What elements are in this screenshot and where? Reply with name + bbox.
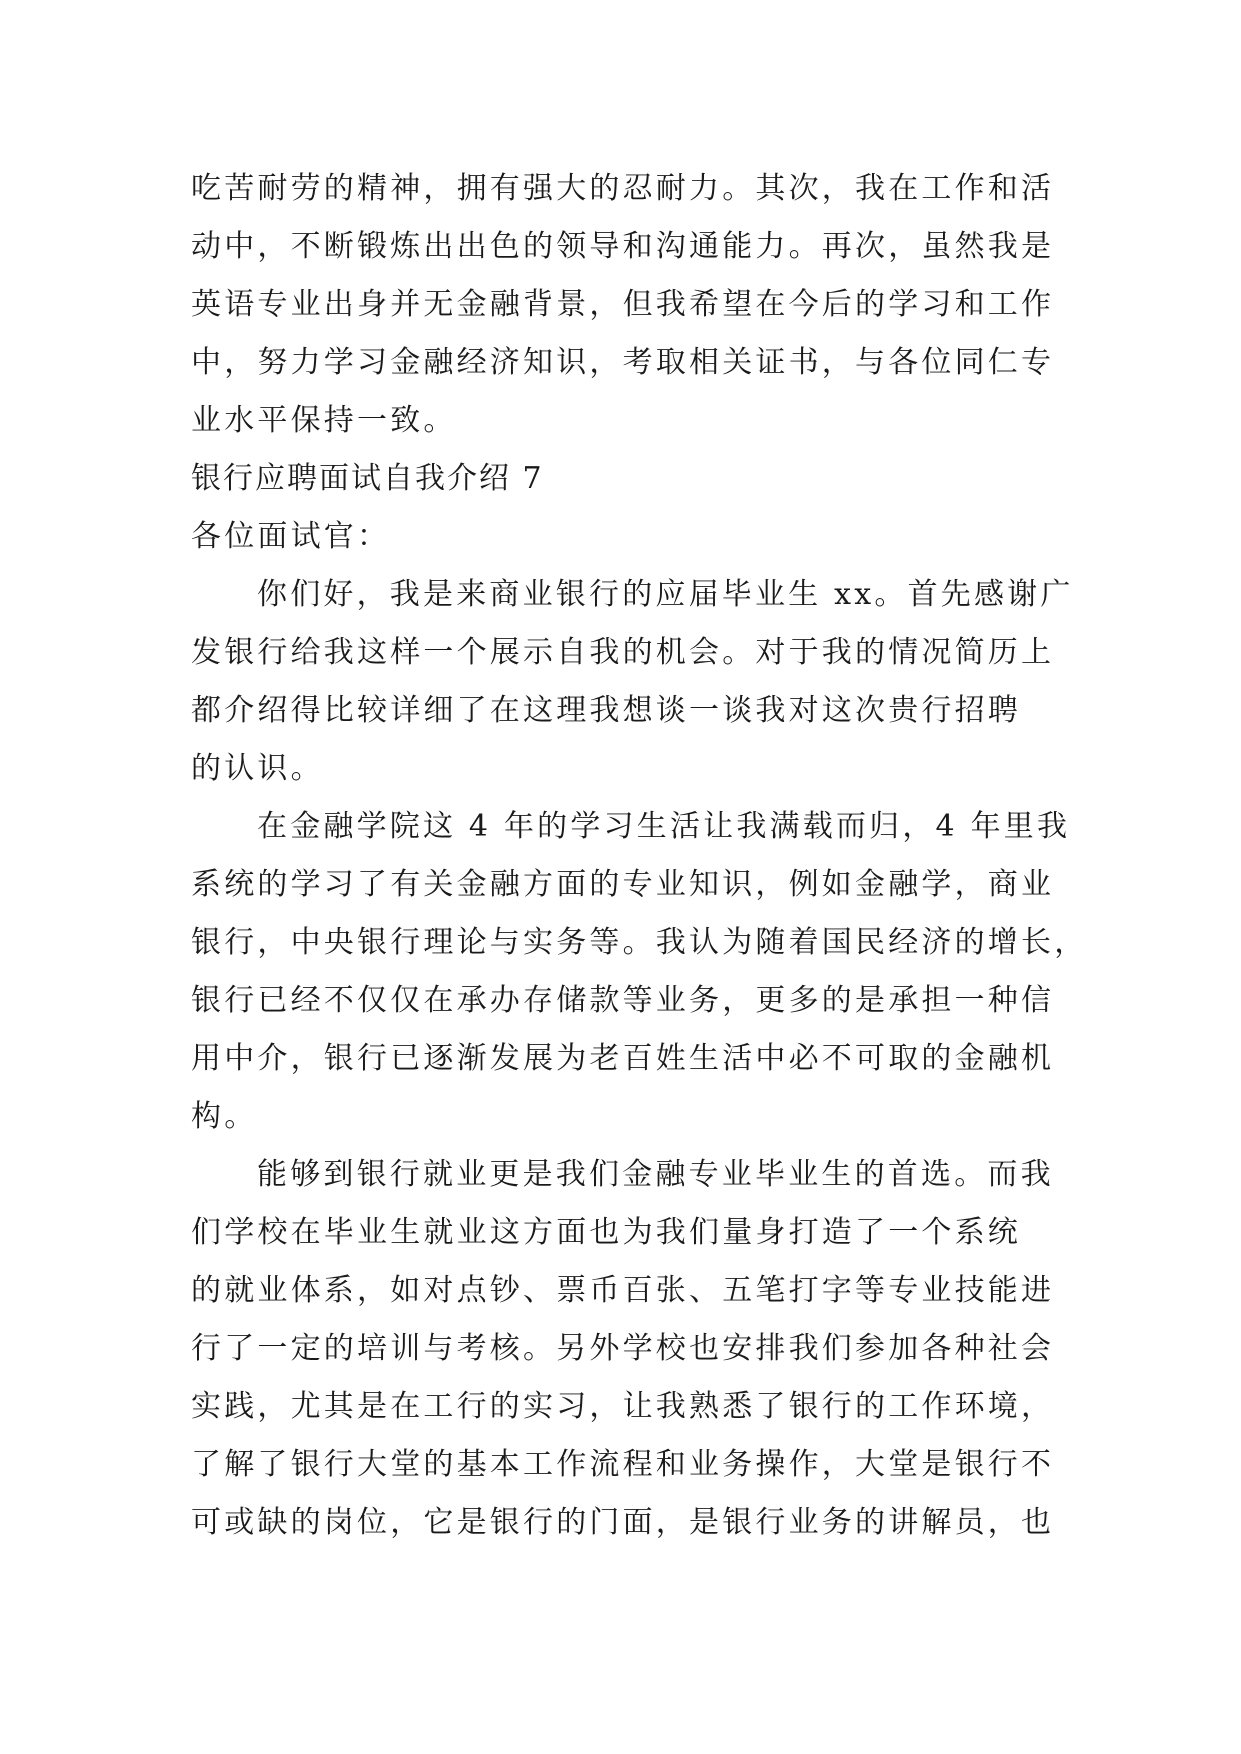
paragraph-line: 的就业体系，如对点钞、票币百张、五笔打字等专业技能进 [191, 1273, 1055, 1308]
paragraph-line: 在金融学院这 4 年的学习生活让我满载而归，4 年里我 [257, 809, 1071, 844]
paragraph-line: 吃苦耐劳的精神，拥有强大的忍耐力。其次，我在工作和活 [191, 171, 1055, 206]
section-title: 银行应聘面试自我介绍 7 [191, 461, 544, 496]
paragraph-line: 动中，不断锻炼出出色的领导和沟通能力。再次，虽然我是 [191, 229, 1055, 264]
paragraph-line: 了解了银行大堂的基本工作流程和业务操作，大堂是银行不 [191, 1447, 1055, 1482]
paragraph-line: 业水平保持一致。 [191, 403, 457, 438]
paragraph-line: 发银行给我这样一个展示自我的机会。对于我的情况简历上 [191, 635, 1055, 670]
document-body [191, 160, 1088, 1552]
paragraph-line: 银行已经不仅仅在承办存储款等业务，更多的是承担一种信 [191, 983, 1055, 1018]
paragraph-line: 中，努力学习金融经济知识，考取相关证书，与各位同仁专 [191, 345, 1055, 380]
paragraph-line: 银行，中央银行理论与实务等。我认为随着国民经济的增长， [191, 925, 1088, 960]
paragraph-line: 都介绍得比较详细了在这理我想谈一谈我对这次贵行招聘 [191, 693, 1021, 728]
paragraph-line: 用中介，银行已逐渐发展为老百姓生活中必不可取的金融机 [191, 1041, 1055, 1076]
paragraph-line: 英语专业出身并无金融背景，但我希望在今后的学习和工作 [191, 287, 1055, 322]
paragraph-line: 实践，尤其是在工行的实习，让我熟悉了银行的工作环境， [191, 1389, 1055, 1424]
paragraph-line: 可或缺的岗位，它是银行的门面，是银行业务的讲解员，也 [191, 1505, 1055, 1540]
paragraph-line: 的认识。 [191, 751, 324, 786]
paragraph-line: 系统的学习了有关金融方面的专业知识，例如金融学，商业 [191, 867, 1055, 902]
paragraph-line: 们学校在毕业生就业这方面也为我们量身打造了一个系统 [191, 1215, 1021, 1250]
salutation: 各位面试官： [191, 519, 391, 554]
paragraph-line: 构。 [191, 1099, 258, 1134]
paragraph-line: 能够到银行就业更是我们金融专业毕业生的首选。而我 [257, 1157, 1054, 1192]
paragraph-line: 你们好，我是来商业银行的应届毕业生 xx。首先感谢广 [257, 577, 1074, 612]
paragraph-line: 行了一定的培训与考核。另外学校也安排我们参加各种社会 [191, 1331, 1055, 1366]
